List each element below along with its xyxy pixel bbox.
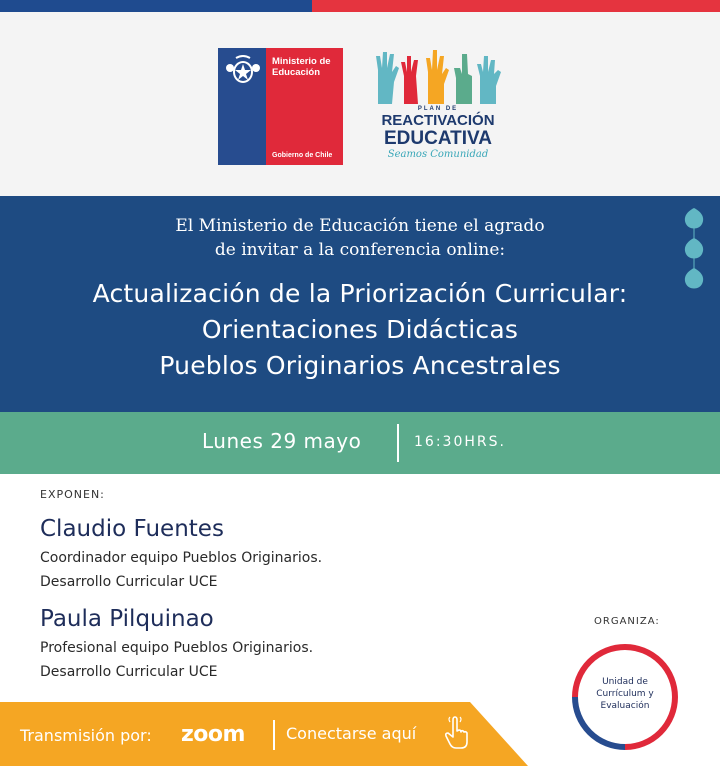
date-divider [397,424,399,462]
plan-reactivacion-logo [370,48,510,170]
event-date: Lunes 29 mayo [202,429,362,453]
conference-title [0,276,720,384]
organizer-line-2: Currículum y [596,689,654,699]
title-line-2: Orientaciones Didácticas [201,315,519,344]
mineduc-government: Gobierno de Chile [272,152,333,159]
top-stripe-blue [0,0,312,12]
pointer-hand-icon[interactable] [444,716,470,750]
speaker-2-role: Profesional equipo Pueblos Originarios. [40,640,314,656]
decorative-drops-icon [682,206,706,294]
mineduc-name: Ministerio de Educación [272,56,331,78]
speakers-heading: EXPONEN: [40,488,105,501]
organizer-line-3: Evaluación [600,701,650,711]
coat-of-arms-icon [222,54,264,86]
transmission-label: Transmisión por: [20,726,152,745]
plan-line2: EDUCATIVA [383,128,493,149]
speaker-1-name: Claudio Fuentes [40,516,224,542]
intro-line-2: de invitar a la conferencia online: [214,240,506,260]
organizer-line-1: Unidad de [602,677,648,687]
event-time: 16:30HRS. [414,434,506,450]
plan-line1: REACTIVACIÓN [381,112,495,129]
raised-hands-icon [374,48,504,104]
date-bar [0,412,720,474]
speaker-2-name: Paula Pilquinao [40,606,214,632]
organizer-heading: ORGANIZA: [594,616,660,627]
zoom-logo: zoom [181,722,245,747]
invitation-panel [0,196,720,412]
intro-line-1: El Ministerio de Educación tiene el agrado [175,216,545,236]
plan-tagline: Seamos Comunidad [387,149,489,160]
transmission-bar[interactable] [0,702,720,766]
plan-de-label: PLAN DE [417,106,459,112]
speaker-1-role: Coordinador equipo Pueblos Originarios. [40,550,323,566]
mineduc-logo [218,48,343,165]
connect-link[interactable]: Conectarse aquí [286,724,417,743]
mineduc-logo-red [266,48,343,165]
transmission-divider [273,720,275,750]
logo-header [0,12,720,196]
top-stripe [0,0,720,12]
speaker-2-unit: Desarrollo Curricular UCE [40,664,218,680]
speaker-1-unit: Desarrollo Curricular UCE [40,574,218,590]
mineduc-logo-blue [218,48,266,165]
title-line-3: Pueblos Originarios Ancestrales [159,351,561,380]
title-line-1: Actualización de la Priorización Curricular: [92,279,628,308]
invitation-intro [0,214,720,262]
top-stripe-red [312,0,720,12]
